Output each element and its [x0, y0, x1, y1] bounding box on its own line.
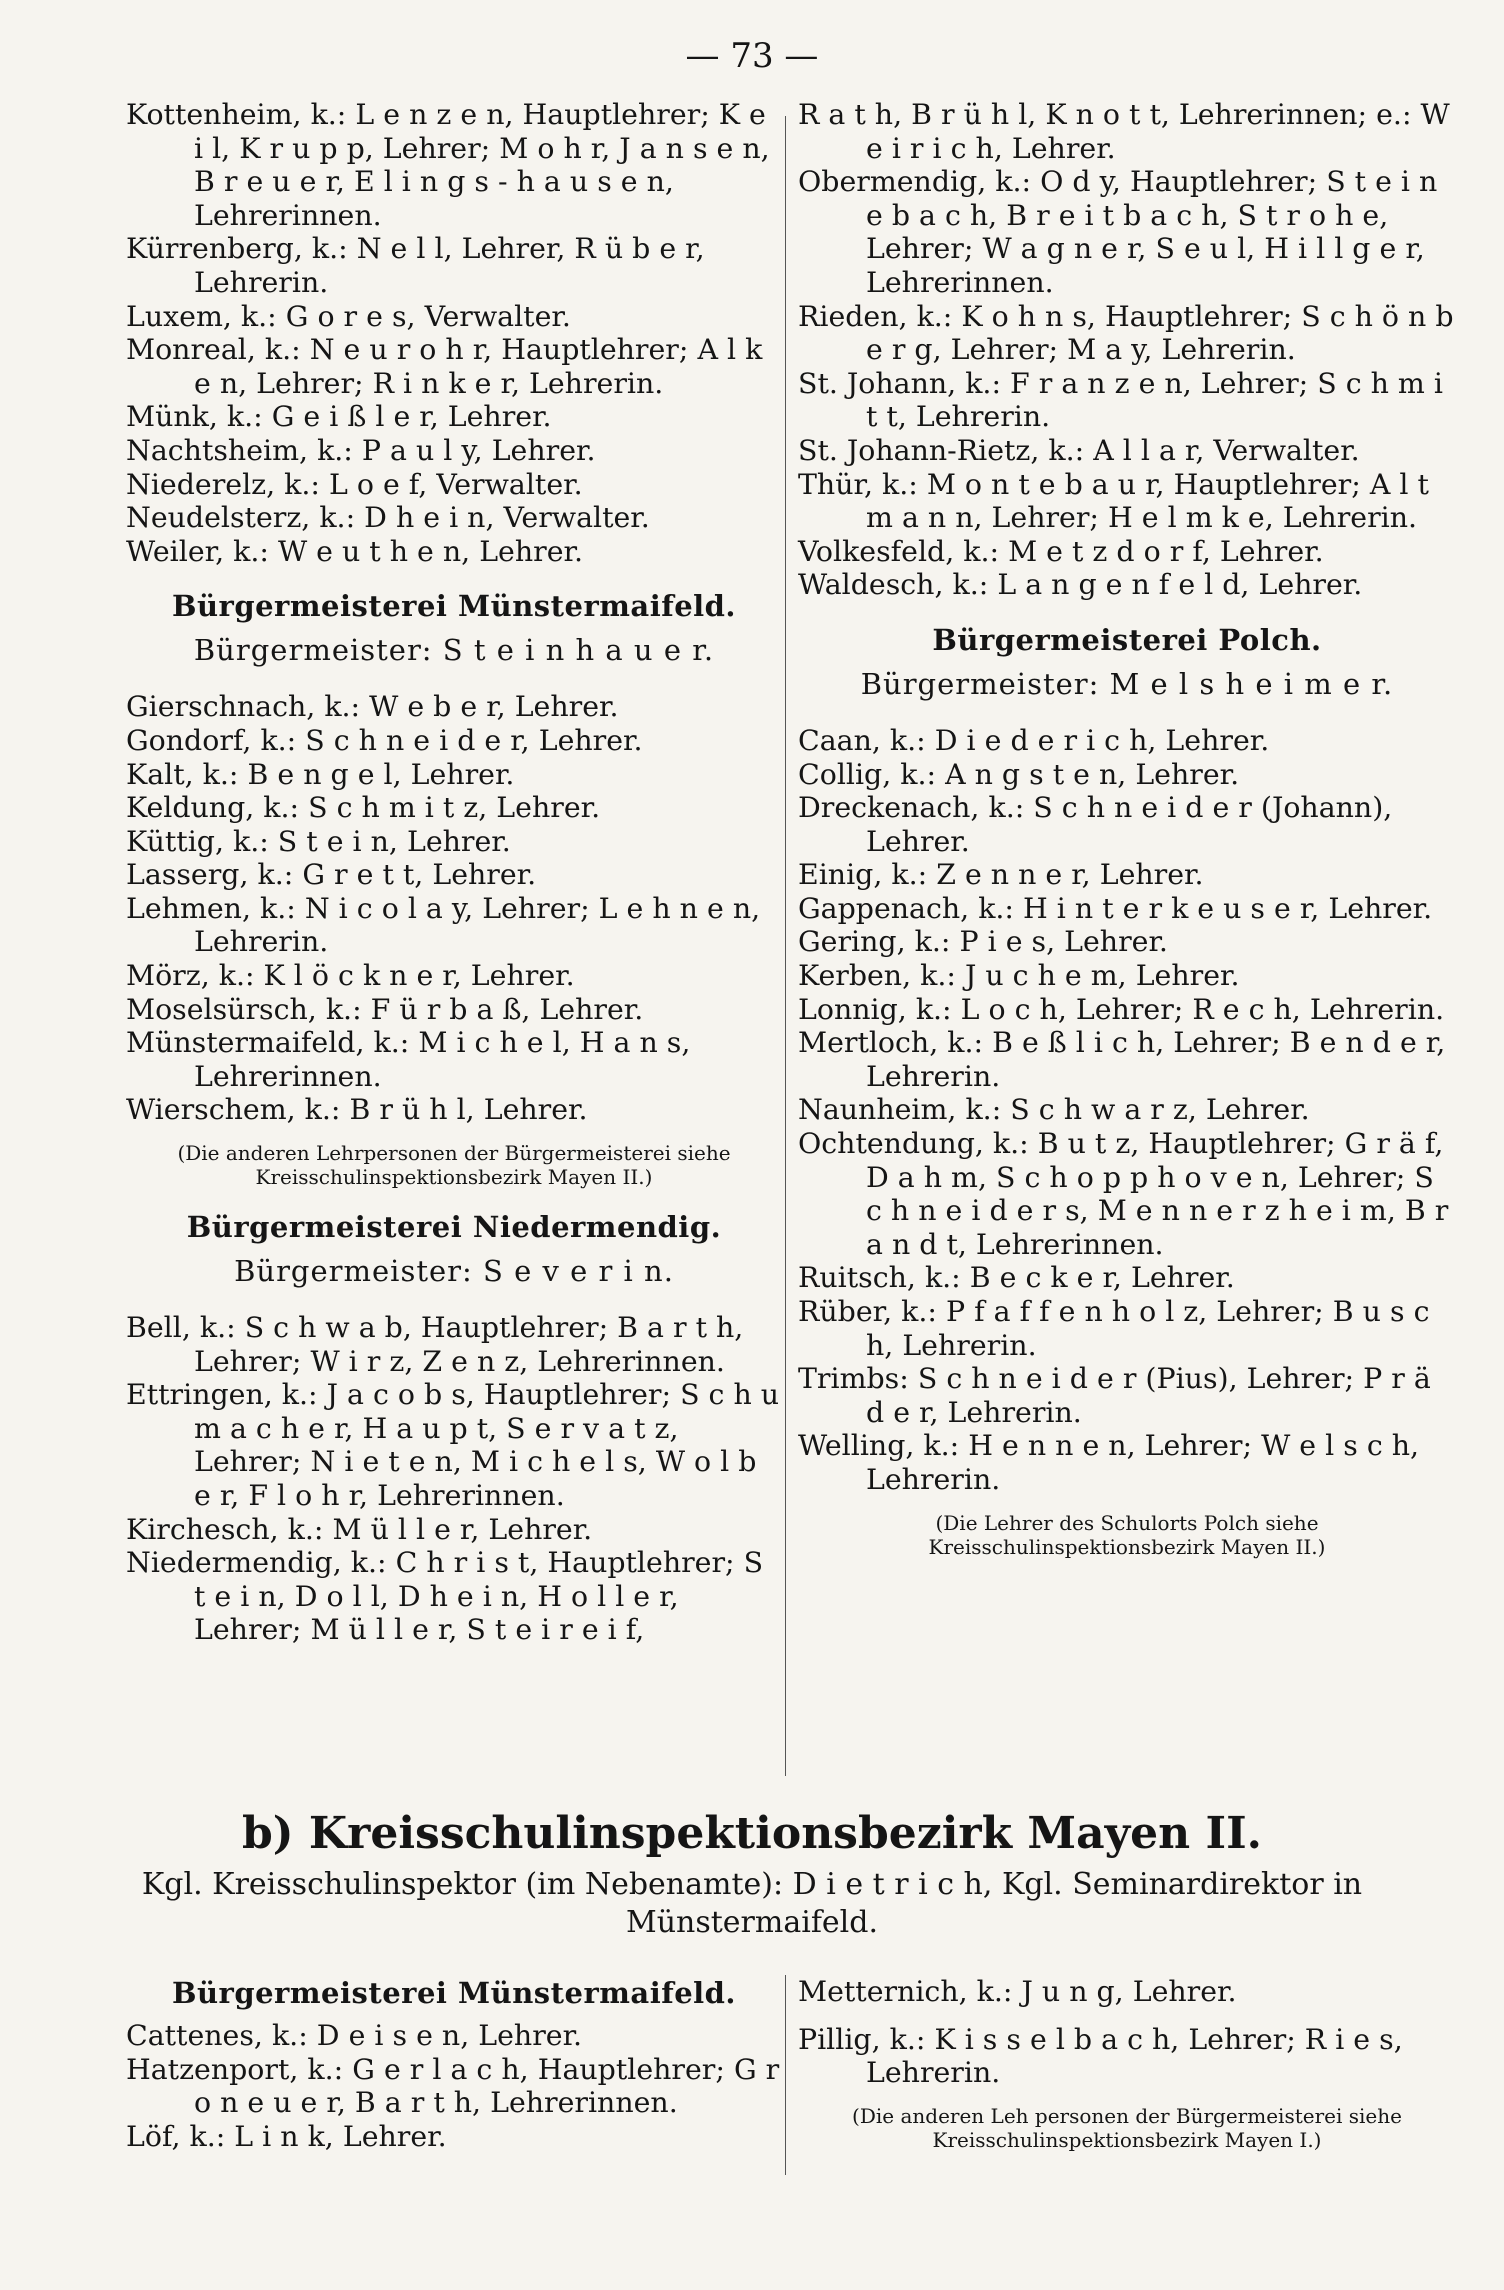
- directory-entry: St. Johann-Rietz, k.: A l l a r, Verwalter.: [798, 433, 1360, 467]
- bottom-left-column: [126, 1975, 782, 2153]
- directory-entry: Münstermaifeld, k.: M i c h e l, H a n s, Lehrerinnen.: [126, 1026, 691, 1093]
- directory-entry: Lasserg, k.: G r e t t, Lehrer.: [126, 858, 537, 892]
- directory-entry: Neudelsterz, k.: D h e i n, Verwalter.: [126, 501, 650, 535]
- inspector-line: Kgl. Kreisschulinspektor (im Nebenamte): D i e t r i c h, Kgl. Seminardirektor in Münstermaifeld.: [141, 1867, 1363, 1940]
- directory-entry: Naunheim, k.: S c h w a r z, Lehrer.: [798, 1093, 1310, 1127]
- directory-entry: Hatzenport, k.: G e r l a c h, Hauptlehrer; G r o n e u e r, B a r t h, Lehrerinnen.: [126, 2052, 780, 2120]
- directory-entry: R a t h, B r ü h l, K n o t t, Lehrerinnen; e.: W e i r i c h, Lehrer.: [798, 98, 1450, 165]
- directory-entry: Pillig, k.: K i s s e l b a c h, Lehrer; R i e s, Lehrerin.: [798, 2022, 1403, 2090]
- directory-entry: Weiler, k.: W e u t h e n, Lehrer.: [126, 534, 583, 568]
- directory-entry: Gierschnach, k.: W e b e r, Lehrer.: [126, 690, 619, 724]
- district-header: [100, 1808, 1404, 1942]
- district-title: b) Kreisschulinspektionsbezirk Mayen II.: [242, 1808, 1262, 1859]
- page-number: — 73 —: [685, 36, 819, 76]
- directory-entry: Keldung, k.: S c h m i t z, Lehrer.: [126, 791, 601, 825]
- section-heading: Bürgermeisterei Polch.: [932, 622, 1322, 657]
- directory-entry: Welling, k.: H e n n e n, Lehrer; W e l s c h, Lehrerin.: [798, 1429, 1420, 1496]
- mayor-line: Bürgermeister: S e v e r i n.: [234, 1254, 674, 1289]
- directory-entry: Mörz, k.: K l ö c k n e r, Lehrer.: [126, 959, 575, 993]
- section-heading: Bürgermeisterei Münstermaifeld.: [171, 1976, 737, 2010]
- directory-entry: Metternich, k.: J u n g, Lehrer.: [798, 1975, 1237, 2008]
- directory-entry: Niederelz, k.: L o e f, Verwalter.: [126, 467, 583, 501]
- section-heading: Bürgermeisterei Münstermaifeld.: [171, 589, 737, 624]
- directory-entry: Niedermendig, k.: C h r i s t, Hauptlehrer; S t e i n, D o l l, D h e i n, H o l l e r, Lehrer; M ü l l e r, S t e i r e i f,: [126, 1546, 764, 1647]
- mayor-line: Bürgermeister: S t e i n h a u e r.: [193, 633, 715, 668]
- directory-entry: Gondorf, k.: S c h n e i d e r, Lehrer.: [126, 723, 643, 757]
- directory-entry: Kerben, k.: J u c h e m, Lehrer.: [798, 959, 1240, 993]
- column-divider: [785, 1975, 786, 2175]
- directory-entry: Collig, k.: A n g s t e n, Lehrer.: [798, 757, 1240, 791]
- directory-entry: Gering, k.: P i e s, Lehrer.: [798, 925, 1168, 959]
- footnote: (Die anderen Lehrpersonen der Bürgermeisterei siehe Kreisschulinspektionsbezirk Mayen II.): [177, 1141, 731, 1190]
- column-divider: [785, 116, 786, 1776]
- directory-entry: St. Johann, k.: F r a n z e n, Lehrer; S c h m i t t, Lehrerin.: [798, 366, 1443, 434]
- footnote: (Die anderen Leh personen der Bürgermeisterei siehe Kreisschulinspektionsbezirk Mayen I.): [852, 2103, 1402, 2152]
- directory-entry: Cattenes, k.: D e i s e n, Lehrer.: [126, 2019, 583, 2052]
- directory-entry: Wierschem, k.: B r ü h l, Lehrer.: [126, 1093, 588, 1127]
- directory-entry: Münk, k.: G e i ß l e r, Lehrer.: [126, 400, 552, 434]
- directory-entry: Kalt, k.: B e n g e l, Lehrer.: [126, 757, 515, 791]
- directory-entry: Moselsürsch, k.: F ü r b a ß, Lehrer.: [126, 992, 644, 1026]
- directory-entry: Obermendig, k.: O d y, Hauptlehrer; S t e i n e b a c h, B r e i t b a c h, S t r o h e, Lehrer; W a g n e r, S e u l, H i l l g e r, Lehrerinnen.: [798, 165, 1438, 299]
- directory-entry: Kürrenberg, k.: N e l l, Lehrer, R ü b e r, Lehrerin.: [126, 232, 705, 299]
- directory-entry: Monreal, k.: N e u r o h r, Hauptlehrer; A l k e n, Lehrer; R i n k e r, Lehrerin.: [126, 333, 763, 400]
- directory-entry: Kottenheim, k.: L e n z e n, Hauptlehrer; K e i l, K r u p p, Lehrer; M o h r, J a n s e n, B r e u e r, E l i n g s - h a u s e n, Lehrerinnen.: [126, 98, 770, 232]
- directory-entry: Lonnig, k.: L o c h, Lehrer; R e c h, Lehrerin.: [798, 992, 1445, 1026]
- mayor-line: Bürgermeister: M e l s h e i m e r.: [860, 666, 1394, 701]
- directory-entry: Lehmen, k.: N i c o l a y, Lehrer; L e h n e n, Lehrerin.: [126, 891, 761, 959]
- directory-entry: Kirchesch, k.: M ü l l e r, Lehrer.: [126, 1512, 593, 1546]
- directory-entry: Dreckenach, k.: S c h n e i d e r (Johann), Lehrer.: [798, 791, 1393, 858]
- directory-entry: Ochtendung, k.: B u t z, Hauptlehrer; G r ä f, D a h m, S c h o p p h o v e n, Lehrer; S c h n e i d e r s, M e n n e r z h e i m, B r a n d t, Lehrerinnen.: [798, 1127, 1449, 1261]
- directory-entry: Volkesfeld, k.: M e t z d o r f, Lehrer.: [798, 534, 1324, 568]
- footnote: (Die Lehrer des Schulorts Polch siehe Kreisschulinspektionsbezirk Mayen II.): [928, 1510, 1326, 1559]
- directory-entry: Luxem, k.: G o r e s, Verwalter.: [126, 299, 571, 333]
- directory-entry: Küttig, k.: S t e i n, Lehrer.: [126, 824, 511, 858]
- directory-entry: Bell, k.: S c h w a b, Hauptlehrer; B a r t h, Lehrer; W i r z, Z e n z, Lehrerinnen.: [126, 1311, 744, 1378]
- directory-entry: Rüber, k.: P f a f f e n h o l z, Lehrer; B u s c h, Lehrerin.: [798, 1295, 1430, 1362]
- directory-entry: Nachtsheim, k.: P a u l y, Lehrer.: [126, 433, 596, 467]
- section-heading: Bürgermeisterei Niedermendig.: [186, 1210, 722, 1245]
- directory-entry: Waldesch, k.: L a n g e n f e l d, Lehrer.: [798, 568, 1363, 602]
- directory-entry: Ettringen, k.: J a c o b s, Hauptlehrer; S c h u m a c h e r, H a u p t, S e r v a t z, Lehrer; N i e t e n, M i c h e l s, W o l b e r, F l o h r, Lehrerinnen.: [126, 1378, 780, 1512]
- directory-entry: Ruitsch, k.: B e c k e r, Lehrer.: [798, 1261, 1235, 1295]
- right-column: [798, 98, 1456, 1565]
- directory-entry: Rieden, k.: K o h n s, Hauptlehrer; S c h ö n b e r g, Lehrer; M a y, Lehrerin.: [798, 299, 1454, 367]
- directory-entry: Gappenach, k.: H i n t e r k e u s e r, Lehrer.: [798, 891, 1433, 925]
- left-column: [126, 98, 782, 1647]
- directory-entry: Caan, k.: D i e d e r i c h, Lehrer.: [798, 723, 1270, 757]
- directory-entry: Einig, k.: Z e n n e r, Lehrer.: [798, 858, 1204, 892]
- directory-entry: Mertloch, k.: B e ß l i c h, Lehrer; B e n d e r, Lehrerin.: [798, 1026, 1446, 1093]
- directory-entry: Thür, k.: M o n t e b a u r, Hauptlehrer; A l t m a n n, Lehrer; H e l m k e, Lehrerin.: [798, 467, 1429, 535]
- directory-entry: Trimbs: S c h n e i d e r (Pius), Lehrer; P r ä d e r, Lehrerin.: [798, 1362, 1431, 1429]
- bottom-right-column: [798, 1975, 1456, 2158]
- directory-entry: Löf, k.: L i n k, Lehrer.: [126, 2119, 447, 2153]
